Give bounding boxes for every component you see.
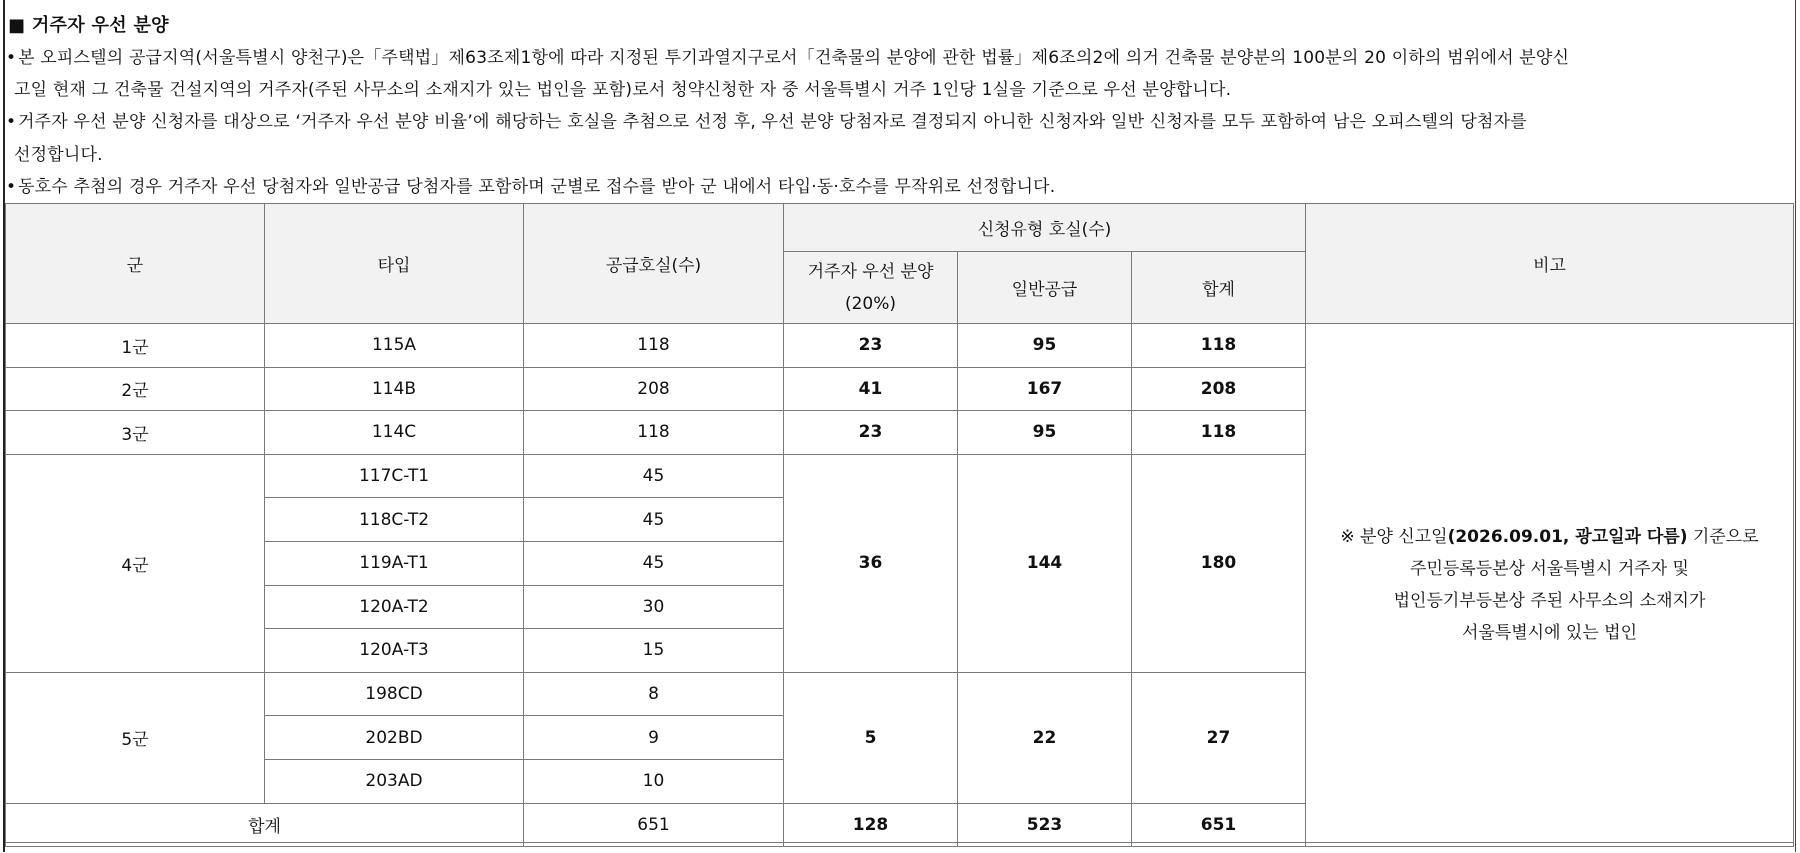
bullet-dot: •	[6, 112, 17, 132]
supply-cell: 45	[524, 541, 784, 585]
header-group: 군	[6, 204, 265, 324]
remarks-line4: 서울특별시에 있는 법인	[1461, 623, 1638, 644]
bullet-1	[6, 42, 1569, 74]
type-cell: 118C-T2	[265, 498, 524, 542]
total-general: 523	[958, 803, 1132, 847]
type-cell: 115A	[265, 324, 524, 368]
supply-cell: 30	[524, 585, 784, 629]
bullet-dot: •	[6, 177, 17, 197]
total-cell: 118	[1132, 411, 1306, 455]
supply-cell: 118	[524, 324, 784, 368]
type-cell: 117C-T1	[265, 454, 524, 498]
type-cell: 114C	[265, 411, 524, 455]
remarks-note	[1306, 324, 1794, 847]
general-cell: 22	[958, 672, 1132, 803]
type-cell: 120A-T3	[265, 629, 524, 673]
total-cell: 118	[1132, 324, 1306, 368]
total-supply: 651	[524, 803, 784, 847]
header-supply: 공급호실(수)	[524, 204, 784, 324]
header-sum: 합계	[1132, 252, 1306, 324]
type-cell: 198CD	[265, 672, 524, 716]
type-cell: 119A-T1	[265, 541, 524, 585]
total-cell: 208	[1132, 367, 1306, 411]
header-general: 일반공급	[958, 252, 1132, 324]
bullet-dot: •	[6, 48, 17, 68]
remarks-line3: 법인등기부등본상 주된 사무소의 소재지가	[1393, 591, 1706, 612]
bullet-3	[6, 171, 1055, 203]
bullet-2-line1: 거주자 우선 분양 신청자를 대상으로 ‘거주자 우선 분양 비율’에 해당하는 호실을 추첨으로 선정 후, 우선 분양 당첨자로 결정되지 아니한 신청자와 일반 신청자를 모두 포함하여 남은 오피스텔의 당첨자를	[18, 112, 1527, 132]
total-resident: 128	[784, 803, 958, 847]
resident-cell: 23	[784, 324, 958, 368]
general-cell: 95	[958, 411, 1132, 455]
total-sum: 651	[1132, 803, 1306, 847]
header-resident-line2: (20%)	[844, 293, 897, 314]
allocation-table	[5, 203, 1794, 847]
resident-cell: 36	[784, 454, 958, 672]
total-cell: 180	[1132, 454, 1306, 672]
resident-cell: 23	[784, 411, 958, 455]
bullet-1-line1: 본 오피스텔의 공급지역(서울특별시 양천구)은「주택법」제63조제1항에 따라 지정된 투기과열지구로서「건축물의 분양에 관한 법률」제6조의2에 의거 건축물 분양분의 100분의 20 이하의 범위에서 분양신	[18, 48, 1570, 68]
supply-cell: 208	[524, 367, 784, 411]
supply-cell: 45	[524, 454, 784, 498]
header-apply-type: 신청유형 호실(수)	[784, 204, 1306, 252]
remarks-line2: 주민등록등본상 서울특별시 거주자 및	[1410, 559, 1689, 580]
supply-cell: 10	[524, 759, 784, 803]
supply-cell: 45	[524, 498, 784, 542]
resident-cell: 41	[784, 367, 958, 411]
general-cell: 144	[958, 454, 1132, 672]
general-cell: 167	[958, 367, 1132, 411]
header-type: 타입	[265, 204, 524, 324]
group-name: 5군	[6, 672, 265, 803]
table-row	[6, 324, 1794, 368]
bullet-3-line1: 동호수 추첨의 경우 거주자 우선 당첨자와 일반공급 당첨자를 포함하며 군별로 접수를 받아 군 내에서 타입·동·호수를 무작위로 선정합니다.	[18, 177, 1056, 197]
total-cell: 27	[1132, 672, 1306, 803]
bottom-divider	[5, 842, 1793, 843]
bullet-2-line2: 선정합니다.	[14, 145, 103, 165]
resident-cell: 5	[784, 672, 958, 803]
supply-cell: 118	[524, 411, 784, 455]
bullet-1-line2: 고일 현재 그 건축물 건설지역의 거주자(주된 사무소의 소재지가 있는 법인을 포함)로서 청약신청한 자 중 서울특별시 거주 1인당 1실을 기준으로 우선 분양합니다.	[14, 80, 1232, 100]
remarks-bold: (2026.09.01, 광고일과 다름)	[1447, 527, 1688, 548]
general-cell: 95	[958, 324, 1132, 368]
supply-cell: 15	[524, 629, 784, 673]
remarks-prefix: ※ 분양 신고일	[1340, 527, 1448, 548]
section-title: ■ 거주자 우선 분양	[8, 15, 169, 36]
bullet-2	[6, 106, 1527, 138]
type-cell: 203AD	[265, 759, 524, 803]
header-resident-line1: 거주자 우선 분양	[807, 261, 934, 282]
supply-cell: 9	[524, 716, 784, 760]
group-name: 1군	[6, 324, 265, 368]
type-cell: 202BD	[265, 716, 524, 760]
header-remarks: 비고	[1306, 204, 1794, 324]
header-resident	[784, 252, 958, 324]
remarks-suffix: 기준으로	[1687, 527, 1759, 548]
type-cell: 114B	[265, 367, 524, 411]
group-name: 2군	[6, 367, 265, 411]
supply-cell: 8	[524, 672, 784, 716]
group-name: 3군	[6, 411, 265, 455]
type-cell: 120A-T2	[265, 585, 524, 629]
group-name: 4군	[6, 454, 265, 672]
total-label: 합계	[6, 803, 524, 847]
